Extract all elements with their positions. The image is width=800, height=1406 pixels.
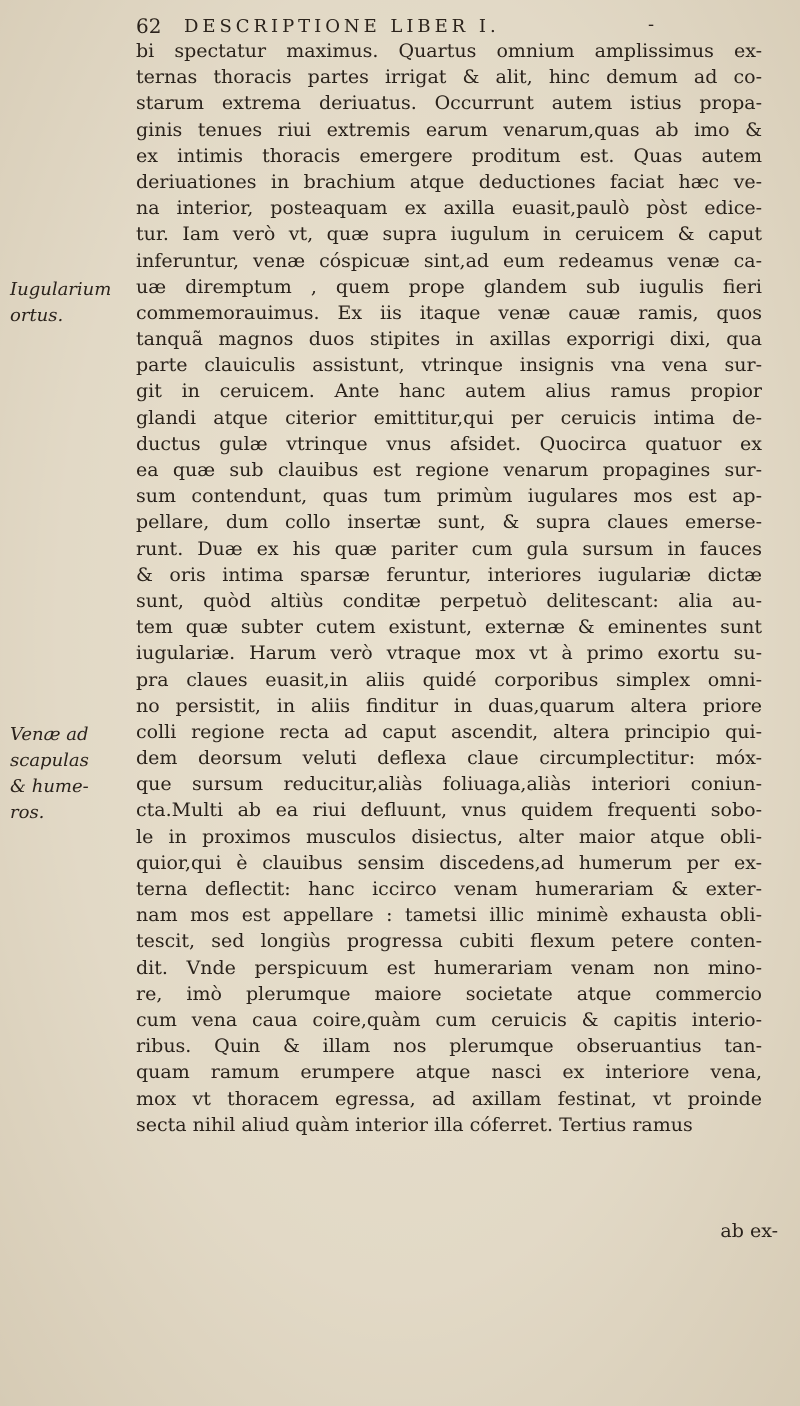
- text-line: colli regione recta ad caput ascendit, altera principio qui-: [136, 720, 762, 743]
- margin-note-line: Iugularium: [10, 279, 112, 300]
- body-text: [136, 38, 762, 1138]
- margin-note-line: Venæ ad: [10, 724, 89, 745]
- text-line: mox vt thoracem egressa, ad axillam festinat, vt proinde: [136, 1087, 762, 1110]
- text-line: ea quæ sub clauibus est regione venarum propagines sur-: [136, 459, 762, 481]
- text-line: ternas thoracis partes irrigat & alit, hinc demum ad co-: [136, 66, 762, 89]
- text-line: tur. Iam verò vt, quæ supra iugulum in ceruicem & caput: [136, 223, 762, 246]
- running-title: DESCRIPTIONE LIBER I.: [184, 16, 500, 37]
- header-mark: -: [648, 14, 659, 35]
- text-line: uæ diremptum , quem prope glandem sub iugulis fieri: [136, 275, 762, 298]
- text-line: parte clauiculis assistunt, vtrinque insignis vna vena sur-: [136, 354, 762, 377]
- text-line: no persistit, in aliis finditur in duas,quarum altera priore: [136, 694, 762, 717]
- running-header: [136, 14, 776, 40]
- text-line: pellare, dum collo insertæ sunt, & supra claues emerse-: [136, 511, 762, 534]
- text-line: quior,qui è clauibus sensim discedens,ad humerum per ex-: [136, 851, 762, 874]
- text-line: nam mos est appellare : tametsi illic minimè exhausta obli-: [136, 904, 762, 927]
- text-line: cum vena caua coire,quàm cum ceruicis & capitis interio-: [136, 1008, 762, 1031]
- text-line: ginis tenues riui extremis earum venarum,quas ab imo &: [136, 118, 762, 141]
- text-line: dit. Vnde perspicuum est humerariam venam non mino-: [136, 956, 762, 979]
- margin-note-line: & hume-: [10, 776, 89, 797]
- margin-note-line: ortus.: [10, 305, 64, 326]
- text-line: secta nihil aliud quàm interior illa cóferret. Tertius ramus: [136, 1113, 693, 1136]
- text-line: le in proximos musculos disiectus, alter maior atque obli-: [136, 825, 762, 848]
- text-line: inferuntur, venæ cóspicuæ sint,ad eum redeamus venæ ca-: [136, 249, 762, 272]
- text-line: na interior, posteaquam ex axilla euasit,paulò pòst edice-: [136, 197, 762, 220]
- text-line: tescit, sed longiùs progressa cubiti flexum petere conten-: [136, 930, 762, 953]
- text-line: tem quæ subter cutem existunt, externæ & eminentes sunt: [136, 616, 762, 639]
- text-line: deriuationes in brachium atque deductiones faciat hæc ve-: [136, 170, 762, 193]
- text-line: runt. Duæ ex his quæ pariter cum gula sursum in fauces: [136, 537, 762, 560]
- text-line: pra claues euasit,in aliis quidé corporibus simplex omni-: [136, 668, 762, 691]
- text-line: git in ceruicem. Ante hanc autem alius ramus propior: [136, 380, 762, 403]
- text-line: sunt, quòd altiùs conditæ perpetuò delitescant: alia au-: [136, 589, 762, 612]
- text-line: & oris intima sparsæ feruntur, interiores iugulariæ dictæ: [136, 563, 762, 586]
- text-line: ex intimis thoracis emergere proditum est. Quas autem: [136, 144, 762, 167]
- text-line: que sursum reducitur,aliàs foliuaga,aliàs interiori coniun-: [136, 773, 762, 796]
- text-line: re, imò plerumque maiore societate atque commercio: [136, 982, 762, 1005]
- text-line: ductus gulæ vtrinque vnus afsidet. Quocirca quatuor ex: [136, 432, 762, 455]
- text-line: starum extrema deriuatus. Occurrunt autem istius propa-: [136, 92, 762, 115]
- margin-note-line: scapulas: [10, 750, 89, 771]
- margin-note-line: ros.: [10, 802, 45, 823]
- text-line: sum contendunt, quas tum primùm iugulares mos est ap-: [136, 485, 762, 508]
- text-line: glandi atque citerior emittitur,qui per ceruicis intima de-: [136, 406, 762, 429]
- text-line: bi spectatur maximus. Quartus omnium amplissimus ex-: [136, 40, 762, 62]
- margin-note-iugularium: [10, 277, 128, 329]
- text-line: ribus. Quin & illam nos plerumque obseruantius tan-: [136, 1035, 762, 1058]
- margin-note-venae-ad-scapulas: [10, 722, 128, 826]
- catchword: ab ex-: [720, 1220, 778, 1242]
- text-line: terna deflectit: hanc iccirco venam humerariam & exter-: [136, 878, 762, 900]
- text-line: tanquã magnos duos stipites in axillas exporrigi dixi, qua: [136, 328, 762, 351]
- text-line: iugulariæ. Harum verò vtraque mox vt à primo exortu su-: [136, 642, 762, 665]
- text-line: quam ramum erumpere atque nasci ex interiore vena,: [136, 1061, 762, 1084]
- page-number: 62: [136, 14, 162, 38]
- text-line: commemorauimus. Ex iis itaque venæ cauæ ramis, quos: [136, 301, 762, 324]
- text-line: dem deorsum veluti deflexa claue circumplectitur: móx-: [136, 747, 762, 770]
- text-line: cta.Multi ab ea riui defluunt, vnus quidem frequenti sobo-: [136, 799, 762, 822]
